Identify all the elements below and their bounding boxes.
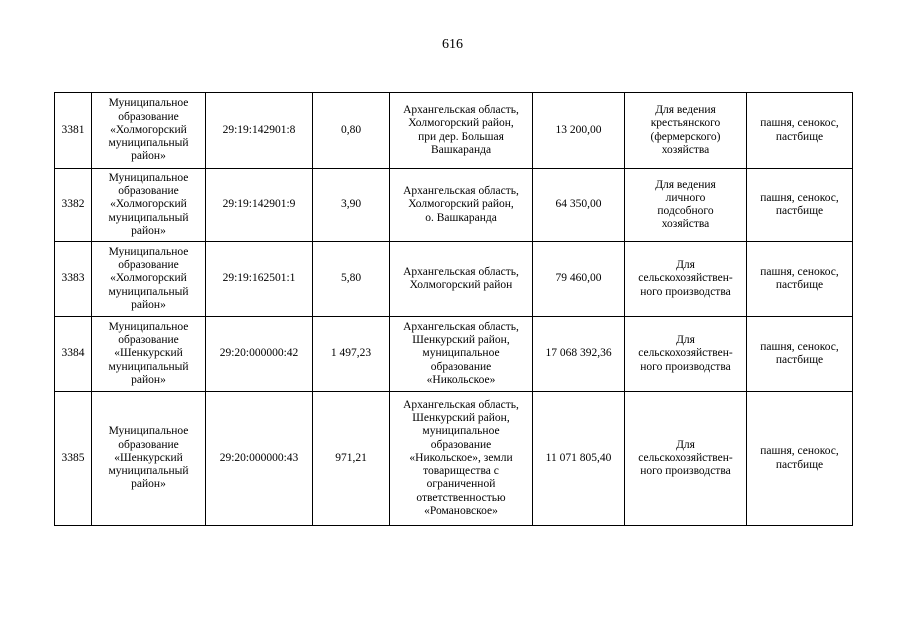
area-cell: 5,80 — [313, 242, 390, 317]
land-type-cell: пашня, сенокос, пастбище — [747, 317, 853, 392]
location-cell: Архангельская область, Холмогорский район, о. Вашкаранда — [390, 169, 533, 242]
value-cell: 13 200,00 — [533, 93, 625, 169]
owner-cell: Муниципальное образование «Шенкурский муниципальный район» — [92, 392, 206, 526]
cadastral-number: 29:20:000000:42 — [206, 317, 313, 392]
table-row — [55, 169, 853, 242]
owner-cell: Муниципальное образование «Холмогорский муниципальный район» — [92, 169, 206, 242]
value-cell: 11 071 805,40 — [533, 392, 625, 526]
value-cell: 64 350,00 — [533, 169, 625, 242]
page-number: 616 — [442, 37, 463, 52]
purpose-cell: Для сельскохозяйствен- ного производства — [625, 392, 747, 526]
owner-cell: Муниципальное образование «Холмогорский муниципальный район» — [92, 242, 206, 317]
table-row — [55, 317, 853, 392]
value-cell: 79 460,00 — [533, 242, 625, 317]
table-row — [55, 242, 853, 317]
row-number: 3384 — [55, 317, 92, 392]
cadastral-number: 29:19:162501:1 — [206, 242, 313, 317]
row-number: 3383 — [55, 242, 92, 317]
area-cell: 1 497,23 — [313, 317, 390, 392]
location-cell: Архангельская область, Шенкурский район, муниципальное образование «Никольское» — [390, 317, 533, 392]
land-type-cell: пашня, сенокос, пастбище — [747, 242, 853, 317]
location-cell: Архангельская область, Шенкурский район, муниципальное образование «Никольское», земли товарищества с ограниченной ответственностью «Романовское» — [390, 392, 533, 526]
row-number: 3381 — [55, 93, 92, 169]
land-plots-table — [54, 92, 853, 526]
area-cell: 971,21 — [313, 392, 390, 526]
land-type-cell: пашня, сенокос, пастбище — [747, 169, 853, 242]
cadastral-number: 29:19:142901:8 — [206, 93, 313, 169]
owner-cell: Муниципальное образование «Холмогорский муниципальный район» — [92, 93, 206, 169]
location-cell: Архангельская область, Холмогорский район, при дер. Большая Вашкаранда — [390, 93, 533, 169]
land-type-cell: пашня, сенокос, пастбище — [747, 93, 853, 169]
land-type-cell: пашня, сенокос, пастбище — [747, 392, 853, 526]
location-cell: Архангельская область, Холмогорский район — [390, 242, 533, 317]
area-cell: 0,80 — [313, 93, 390, 169]
table-row — [55, 392, 853, 526]
owner-cell: Муниципальное образование «Шенкурский муниципальный район» — [92, 317, 206, 392]
purpose-cell: Для сельскохозяйствен- ного производства — [625, 317, 747, 392]
purpose-cell: Для ведения крестьянского (фермерского) хозяйства — [625, 93, 747, 169]
table-row — [55, 93, 853, 169]
row-number: 3385 — [55, 392, 92, 526]
area-cell: 3,90 — [313, 169, 390, 242]
cadastral-number: 29:19:142901:9 — [206, 169, 313, 242]
purpose-cell: Для ведения личного подсобного хозяйства — [625, 169, 747, 242]
row-number: 3382 — [55, 169, 92, 242]
purpose-cell: Для сельскохозяйствен- ного производства — [625, 242, 747, 317]
value-cell: 17 068 392,36 — [533, 317, 625, 392]
cadastral-number: 29:20:000000:43 — [206, 392, 313, 526]
